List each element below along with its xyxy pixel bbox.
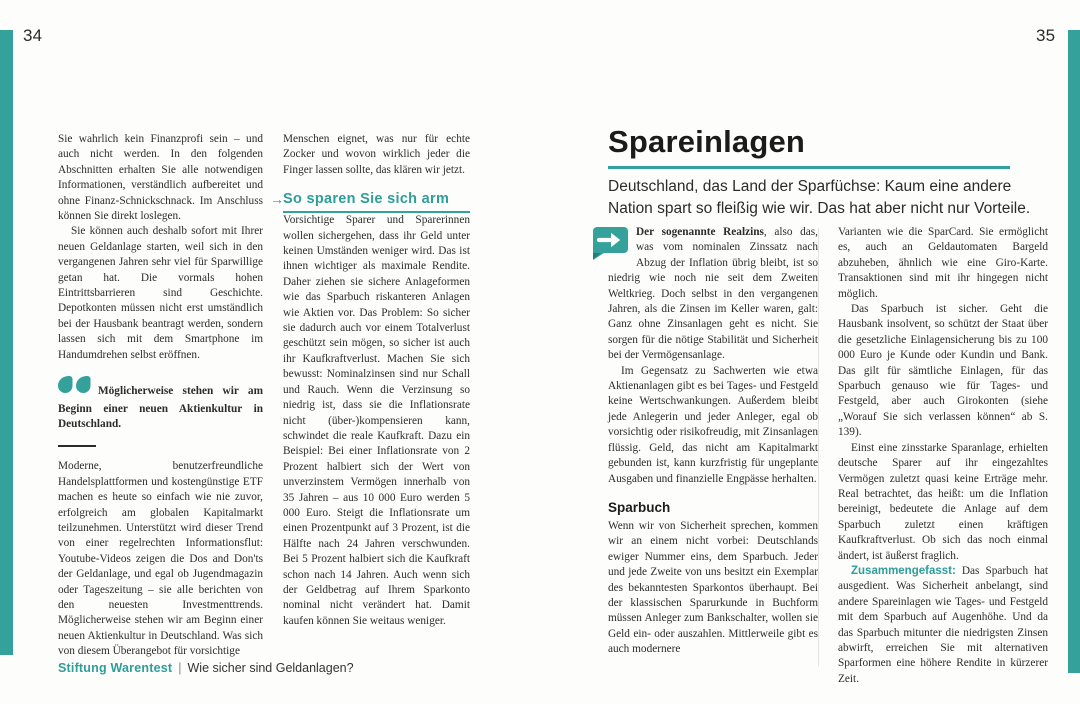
page-35-column-2 — [838, 225, 1048, 687]
page-number-right: 35 — [1036, 26, 1056, 45]
body-paragraph: Moderne, benutzerfreundliche Handelsplattformen und kostengünstige ETF machen es heute so einfach wie nie zuvor, erfolgreich am globalen Kapitalmarkt teilzunehmen. Unterstützt wird dieser Trend von einer regelrechten Informationsflut: Youtube-Videos zeigen die Dos and Don'ts der Geldanlage, und egal ob Jugendmagazin oder Tageszeitung – sie alle berichten von den neuesten Investmenttrends. Möglicherweise stehen wir am Beginn einer neuen Aktienkultur in Deutschland. Was sich von diesem Überangebot für vorsichtige — [58, 460, 263, 658]
body-paragraph: Das Sparbuch ist sicher. Geht die Hausbank insolvent, so schützt der Staat über die gesetzliche Einlagensicherung bis zu 100 000 Euro je Kunde oder Kundin und Bank. Das gilt für sämtliche Einlagen, für das Sparbuch genauso wie für Tages- und Festgeld, aber auch Girokonten (siehe „Worauf Sie sich verlassen können“ ab S. 139). — [838, 303, 1048, 439]
left-edge-accent-bar — [0, 30, 13, 655]
page-34-column-2 — [270, 132, 470, 660]
pull-quote — [58, 376, 263, 447]
section-title: So sparen Sie sich arm — [283, 191, 470, 213]
arrow-bubble-icon — [590, 227, 628, 260]
page-35-body — [608, 225, 1048, 687]
body-paragraph: Sie können auch deshalb sofort mit Ihrer neuen Geldanlage starten, weil sich in den vergangenen Jahren sehr viel für Sparwillige getan hat. Die vormals hohen Eintrittsbarrieren sind Geschichte. Depotkonten müssen nicht erst umständlich bei der Hausbank beantragt werden, sondern lassen sich mit dem Smartphone im Handumdrehen selbst eröffnen. — [58, 225, 263, 361]
body-paragraph: Varianten wie die SparCard. Sie ermöglicht es, auch an Geldautomaten Bargeld abzuheben, ähnlich wie eine Giro-Karte. Transaktionen sind mit ihr hingegen nicht möglich. — [838, 226, 1048, 300]
title-underline — [608, 166, 1010, 169]
body-paragraph: Sie wahrlich kein Finanzprofi sein – und auch nicht werden. In den folgenden Abschnitten erhalten Sie alle notwendigen Informationen, verständlich aufbereitet und ohne Finanz-Schnickschnack. Im Anschluss können Sie direkt loslegen. — [58, 133, 263, 223]
footer-brand: Stiftung Warentest — [58, 661, 173, 675]
summary-lead-label: Zusammengefasst: — [851, 564, 956, 577]
body-paragraph: Menschen eignet, was nur für echte Zocker und wovon wirklich jeder die Finger lassen sollte, das klären wir jetzt. — [283, 133, 470, 176]
chapter-subtitle: Deutschland, das Land der Sparfüchse: Kaum eine andere Nation spart so fleißig wie wir. Das hat aber nicht nur Vorteile. — [608, 178, 1031, 217]
lead-rest-text: , also das, was vom nominalen Zinssatz nach Abzug der Inflation übrig bleibt, ist so niedrig wie noch nie seit dem Zweiten Weltkrieg. Doch selbst in den vergangenen Jahren, als die Zinsen im Keller waren, galt: Ganz ohne Zinsanlagen geht es nicht. Sie sorgen für die nötige Stabilität und Sicherheit bei der Vermögensanlage. — [608, 226, 818, 362]
section-heading — [270, 191, 470, 213]
lead-bold-text: Der sogenannte Realzins — [636, 226, 764, 238]
page-34-body — [58, 132, 470, 660]
body-paragraph — [608, 225, 818, 364]
chapter-title: Spareinlagen — [608, 124, 806, 159]
page-34-column-1 — [58, 132, 263, 660]
body-paragraph — [838, 564, 1048, 687]
pull-quote-text — [58, 376, 263, 432]
section-body-text: Vorsichtige Sparer und Sparerinnen wollen sichergehen, dass ihr Geld unter keinen Umständen weniger wird. Das ist ihnen wichtiger als maximale Rendite. Daher ziehen sie sichere Anlageformen wie das Sparbuch riskanteren Anlagen wie Aktien vor. Das Problem: So sicher sie dadurch auch vor einem Totalverlust geschützt sein mögen, so sicher ist auch ihr Kaufkraftverlust. Machen Sie sich bewusst: Nominalzinsen sind nur Schall und Rauch. Wenn die Verzinsung so niedrig ist, dass sie die Inflationsrate nicht (über-)kompensieren kann, schwindet die reale Kaufkraft. Dazu ein Beispiel: Bei einer Inflationsrate von 2 Prozent halbiert sich der Wert von unverzinstem Vermögen innerhalb von 35 Jahren – aus 10 000 Euro werden 5 000 Euro. Steigt die Inflationsrate um einen Prozentpunkt auf 3 Prozent, ist die Hälfte nach 24 Jahren verschwunden. Bei 5 Prozent halbiert sich die Kaufkraft schon nach 14 Jahren. Auch wenn sich der Geldbetrag auf Ihrem Sparkonto nominal nicht verändert hat. Damit kaufen können Sie weitaus weniger. — [283, 214, 470, 627]
footer-separator: | — [178, 661, 182, 675]
body-paragraph: Wenn wir von Sicherheit sprechen, kommen wir an einem nicht vorbei: Deutschlands ewiger Nummer eins, dem Sparbuch. Jeder und jede Zweite von uns besitzt ein Exemplar des bekanntesten Sparkontos überhaupt. Bei der klassischen Sparurkunde in Buchform müssen Anleger zum Bankschalter, wollen sie Geld ein- oder auszahlen. Mittlerweile gibt es auch modernere — [608, 519, 818, 656]
quote-divider — [58, 445, 96, 447]
right-edge-accent-bar — [1068, 30, 1080, 673]
page-footer — [58, 661, 354, 675]
subheading-sparbuch: Sparbuch — [608, 499, 671, 515]
quotation-marks-icon — [58, 376, 91, 401]
section-arrow-icon: → — [270, 191, 284, 208]
summary-rest-text: Das Sparbuch hat ausgedient. Was Sicherheit anbelangt, sind andere Spareinlagen wie Tages- und Festgeld mit dem Sparbuch auf Augenhöhe. Und da das Sparbuch mitunter die niedrigsten Zinsen abwirft, erreichen Sie mit alternativen Sparformen eine höhere Rendite in kürzerer Zeit. — [838, 564, 1048, 685]
footer-book-title: Wie sicher sind Geldanlagen? — [187, 661, 354, 675]
page-number-left: 34 — [23, 26, 43, 45]
page-35-column-1 — [608, 225, 818, 687]
body-paragraph: Im Gegensatz zu Sachwerten wie etwa Aktienanlagen gibt es bei Tages- und Festgeld keine Wertschwankungen. Außerdem bleibt jede Anlegerin und jeder Anleger, egal ob vorsichtig oder risikofreudig, mit Zinsanlagen flüssig. Geld, das nicht am Kapitalmarkt gebunden ist, kann kurzfristig für ungeplante Ausgaben und finanzielle Engpässe herhalten. — [608, 364, 818, 485]
body-paragraph: Einst eine zinsstarke Sparanlage, erhielten deutsche Sparer auf ihr eingezahltes Vermögen zuletzt quasi keine Erträge mehr. Real betrachtet, das heißt: um die Inflation bereinigt, bedeutete die Anlage auf dem Sparbuch zuletzt einen kräftigen Kaufkraftverlust. Ob sich das noch einmal ändert, ist äußerst fraglich. — [838, 441, 1048, 562]
pull-quote-label: Möglicherweise stehen wir am Beginn einer neuen Aktienkultur in Deutschland. — [58, 385, 263, 430]
